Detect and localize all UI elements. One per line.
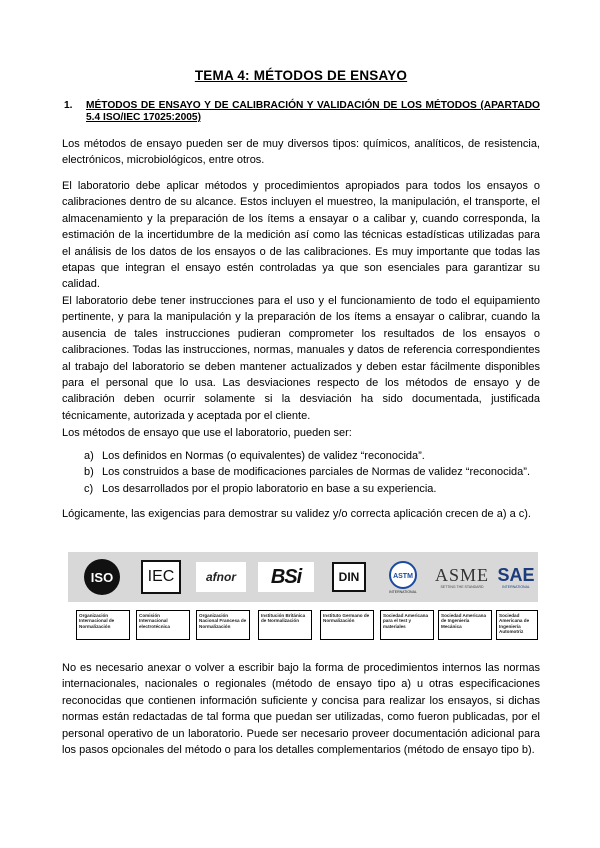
list-item — [84, 464, 544, 480]
asme-logo-text: ASME — [434, 565, 489, 585]
list-marker: a) — [84, 450, 94, 462]
logo-label: Organización Internacional de Normalización — [76, 610, 130, 640]
logo-label: Institución Británica de Normalización — [258, 610, 312, 640]
paragraph-1: Los métodos de ensayo pueden ser de muy diversos tipos: químicos, analíticos, de resistencia, electrónicos, microbiológicos, entre otros. — [62, 138, 540, 167]
list-item-text: Los definidos en Normas (o equivalentes) de validez “reconocida”. — [102, 450, 425, 462]
bsi-logo — [256, 558, 316, 596]
iso-logo-graphic — [82, 558, 122, 596]
list-item — [84, 448, 544, 464]
paragraph-5: Lógicamente, las exigencias para demostrar su validez y/o correcta aplicación crecen de a) a c). — [62, 508, 531, 520]
din-logo-text: DIN — [332, 562, 366, 592]
section-number: 1. — [64, 100, 73, 111]
logo-label: Comisión Internacional electrotécnica — [136, 610, 190, 640]
iec-logo-text: IEC — [141, 560, 181, 594]
afnor-logo — [194, 558, 248, 596]
list-item-text: Los construidos a base de modificaciones parciales de Normas de validez “reconocida”. — [102, 466, 531, 479]
logo-label: Organización Nacional Francesa de Normalización — [196, 610, 250, 640]
methods-list — [84, 448, 544, 497]
section-heading — [64, 100, 540, 124]
sae-logo-text: SAE — [497, 565, 535, 585]
svg-text:ISO: ISO — [90, 570, 114, 585]
list-item — [84, 481, 544, 497]
astm-logo — [378, 558, 428, 596]
standards-logos-figure — [68, 552, 538, 644]
paragraph-6: No es necesario anexar o volver a escribir bajo la forma de procedimientos internos las normas internacionales, nacionales o regionales (método de ensayo tipo a) u otras especificaciones reconocidas que contienen información suficiente y concisa para realizar los ensayos, si dichas normas están redactadas de tal forma que puedan ser utilizadas, como fueron publicadas, por el personal operativo de un laboratorio. Puede ser necesario proveer documentación adicional para los pasos opcionales del método o para los detalles complementarios (método de ensayo tipo b). — [62, 662, 540, 757]
list-marker: b) — [84, 466, 94, 479]
paragraph-3: El laboratorio debe tener instrucciones para el uso y el funcionamiento de todo el equipamiento pertinente, y para la manipulación y la preparación de los ítems a ensayar o calibrar, cuando la ausencia de tales instrucciones pudieran comprometer los resultados de los ensayos o calibraciones. Todas las instrucciones, normas, manuales y datos de referencia correspondientes al trabajo del laboratorio se deben mantener actualizados y deben estar fácilmente disponibles para el personal que lo usa. Las desviaciones respecto de los métodos de ensayo y de calibración deben ocurrir solamente si la desviación ha sido documentada, justificada técnicamente, autorizada y aceptada por el cliente. — [62, 295, 540, 422]
section-title: MÉTODOS DE ENSAYO Y DE CALIBRACIÓN Y VALIDACIÓN DE LOS MÉTODOS (APARTADO 5.4 ISO/IEC 17025:2005) — [86, 100, 540, 123]
paragraph-2: El laboratorio debe aplicar métodos y procedimientos apropiados para todos los ensayos o calibraciones dentro de su alcance. Estos incluyen el muestreo, la manipulación, el transporte, el almacenamiento y la preparación de los ítems a ensayar o a calibar y, cuando corresponda, la estimación de la incertidumbre de la medición así como las técnicas estadísticas utilizadas para el análisis de los datos de los ensayos o de las calibraciones. Es muy importante que todas las etapas que integran el ensayo estén controladas ya que son esenciales para garantizar su calidad. — [62, 180, 540, 291]
logo-label: Sociedad Americana de Ingeniería Automotriz — [496, 610, 538, 640]
logo-label: Instituto Germano de Normalización — [320, 610, 374, 640]
paragraph-4: Los métodos de ensayo que use el laboratorio, pueden ser: — [62, 427, 352, 439]
sae-logo-sub: INTERNATIONAL — [502, 585, 530, 589]
iec-logo — [136, 558, 186, 596]
list-marker: c) — [84, 482, 94, 495]
din-logo — [324, 558, 374, 596]
list-item-text: Los desarrollados por el propio laboratorio en base a su experiencia. — [102, 482, 437, 495]
svg-text:ASTM: ASTM — [393, 573, 413, 580]
astm-logo-graphic — [386, 560, 420, 590]
sae-logo — [496, 558, 536, 596]
astm-logo-sub: INTERNATIONAL — [389, 590, 417, 594]
logo-label: Sociedad Americana para el test y materiales — [380, 610, 434, 640]
asme-logo-sub: SETTING THE STANDARD — [440, 585, 484, 589]
logo-label: Sociedad Americana de Ingeniería Mecánica — [438, 610, 492, 640]
page-title: TEMA 4: MÉTODOS DE ENSAYO — [194, 68, 408, 83]
iso-logo — [76, 558, 128, 596]
afnor-logo-text: afnor — [196, 562, 246, 592]
bsi-logo-text: BSi — [258, 562, 314, 592]
asme-logo — [432, 558, 492, 596]
